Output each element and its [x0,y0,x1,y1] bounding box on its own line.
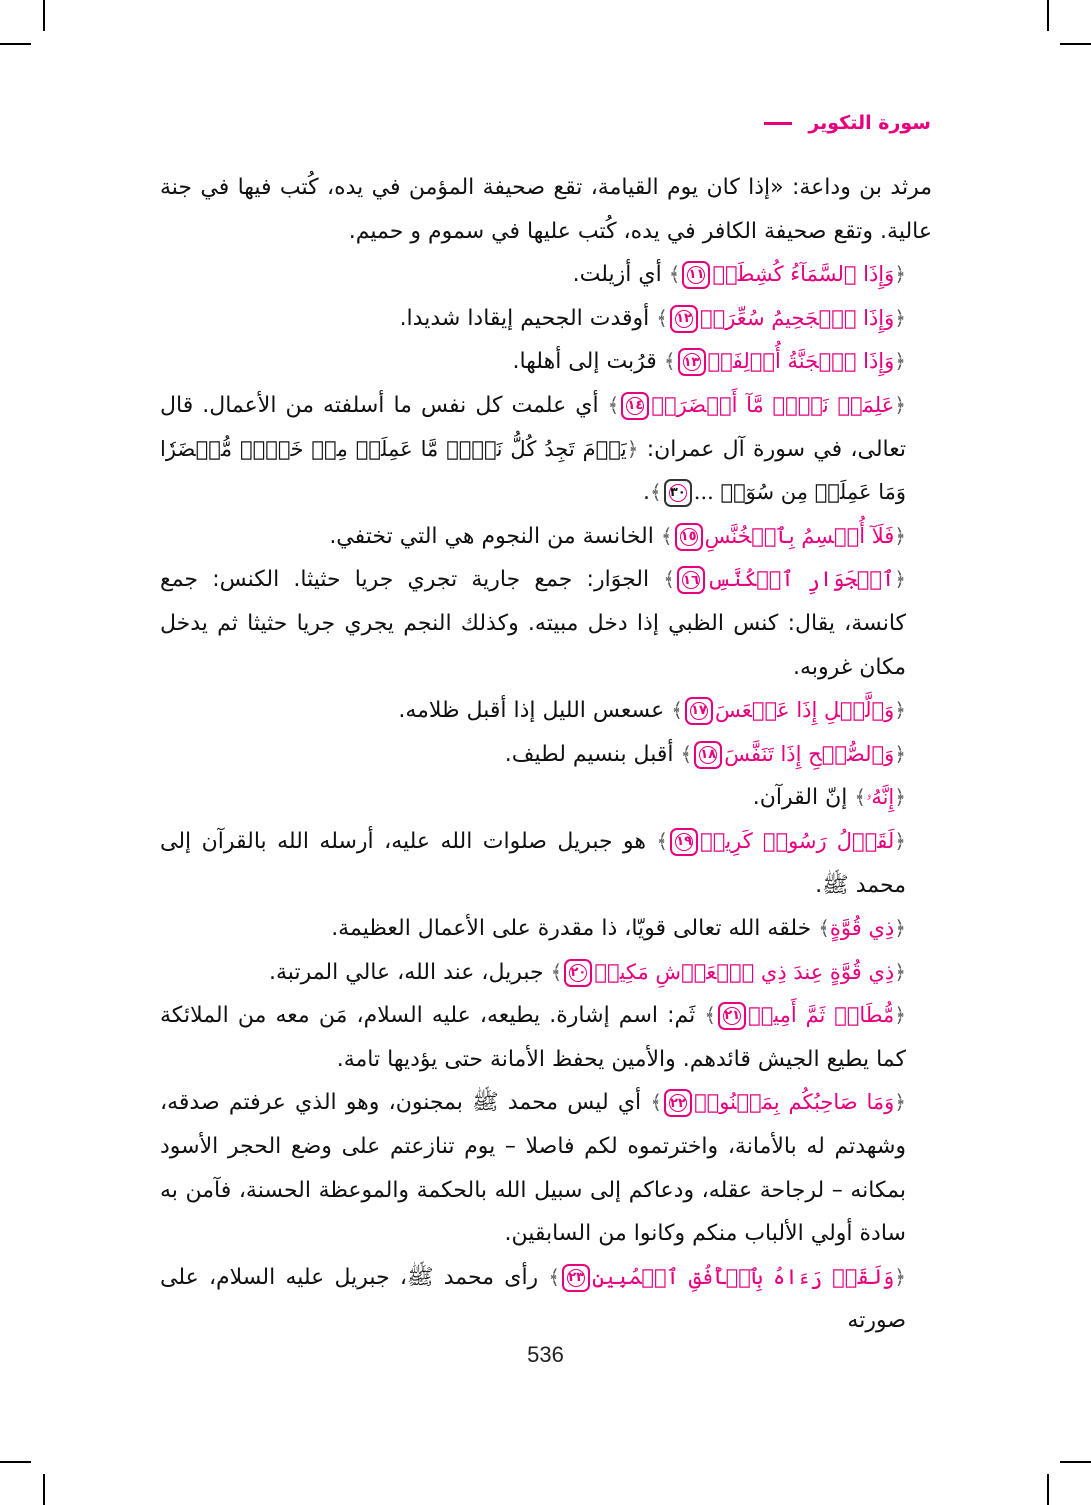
surah-title: سورة التكوير [808,112,931,134]
ayah-number-marker: ١٤ [621,392,649,420]
quoted-verse: يَوۡمَ تَجِدُ كُلُّ نَفۡسٖ مَّا عَمِلَتۡ مِنۡ خَيۡرٖ مُّحۡضَرٗا وَمَا عَمِلَتۡ مِن سُوٓءٖ ... [160,436,906,505]
close-bracket-icon: ﴾ [650,480,662,505]
crop-mark [1047,0,1049,31]
quran-verse: وَإِذَا ٱلسَّمَآءُ كُشِطَتۡ [712,262,895,287]
crop-mark [43,0,45,31]
close-bracket-icon: ﴾ [680,741,693,766]
ayah-number-marker: ٢١ [718,1002,746,1030]
quran-verse: وَإِذَا ٱلۡجَنَّةُ أُزۡلِفَتۡ [707,349,895,374]
ayah-number-marker: ٢٣ [562,1264,590,1292]
ayah-number-marker: ١٨ [694,741,722,769]
open-bracket-icon: ﴿ [894,305,906,330]
commentary-text: أي أزيلت. [572,262,662,288]
commentary-text: جبريل، عند الله، عالي المرتبة. [269,959,544,985]
verse-entry: ﴿عَلِمَتۡ نَفۡسٞ مَّآ أَحۡضَرَتۡ١٤﴾ أي علمت كل نفس ما أسلفته من الأعمال. قال تعالى، في سورة آل عمران: ﴿يَوۡمَ تَجِدُ كُلُّ نَفۡسٖ مَّا عَمِلَتۡ مِنۡ خَيۡرٖ مُّحۡضَرٗا وَمَا عَمِلَتۡ مِن سُوٓءٖ ...٣٠﴾. [160,392,907,506]
commentary-text: ثَم: اسم إشارة. يطيعه، عليه السلام، مَن معه من الملائكة كما يطيع الجيش قائدهم. والأمين يحفظ الأمانة حتى يؤديها تامة. [160,1003,906,1072]
crop-mark [0,1461,31,1463]
crop-mark [1047,1474,1049,1505]
ayah-number-marker: ٣٠ [664,479,692,507]
ayah-number-marker: ٢٠ [564,959,592,987]
verse-entry [160,820,932,907]
close-bracket-icon: ﴾ [607,392,620,417]
verse-entry [160,776,932,820]
commentary-text: الجوَار: جمع جارية تجري جريا حثيثا. الكنس: جمع كانسة، يقال: كنس الظبي إذا دخل مبيته. وكذلك النجم يجري جريا حثيثا ثم يدخل مكان غروبه. [160,567,906,680]
quran-verse: فَلَآ أُقۡسِمُ بِٱلۡخُنَّسِ [704,523,895,548]
verse-entry [160,951,932,995]
verse-entry [160,253,932,297]
open-bracket-icon: ﴿ [894,916,906,941]
verse-entry [160,558,932,689]
verse-entry [160,297,932,341]
page-number: 536 [527,1342,564,1367]
open-bracket-icon: ﴿ [894,828,906,853]
open-bracket-icon: ﴿ [626,436,639,461]
close-bracket-icon: ﴾ [548,1264,561,1289]
commentary-text: أي علمت كل نفس ما أسلفته من الأعمال. قال تعالى، في سورة آل عمران: [160,392,906,462]
crop-mark [1060,1461,1091,1463]
verse-entry [160,907,932,951]
open-bracket-icon: ﴿ [894,1264,907,1289]
quran-verse: لَقَوۡلُ رَسُولٖ كَرِيمٖ [700,828,895,853]
open-bracket-icon: ﴿ [894,785,906,810]
quran-verse: وَمَا صَاحِبُكُم بِمَجۡنُونٖ [694,1090,895,1115]
ayah-number-marker: ١٩ [670,828,698,856]
ayah-number-marker: ١٧ [685,697,713,725]
open-bracket-icon: ﴿ [894,392,907,417]
close-bracket-icon: ﴾ [656,828,669,853]
commentary-text: عسعس الليل إذا أقبل ظلامه. [398,698,665,724]
quran-verse: ٱلۡجَوَارِ ٱلۡكُنَّسِ [706,567,895,592]
close-bracket-icon: ﴾ [668,262,681,287]
verse-entry [160,340,932,384]
quran-verse: ذِي قُوَّةٍ [829,916,895,941]
commentary-text: خلقه الله تعالى قويّا، ذا مقدرة على الأعمال العظيمة. [331,916,812,942]
verse-entry [160,733,932,777]
ayah-number-marker: ١٥ [675,523,703,551]
commentary-text: إنّ القرآن. [752,785,848,811]
commentary-text: أي ليس محمد ﷺ بمجنون، وهو الذي عرفتم صدقه، وشهدتم له بالأمانة، واخترتموه لكم فاصلا – يوم تنازعتم على وضع الحجر الأسود بمكانه – لرجاحة عقله، ودعاكم إلى سبيل الله بالحكمة والموعظة الحسنة، فآمن به سادة أولي الألباب منكم وكانوا من السابقين. [160,1090,906,1247]
commentary-body [160,166,932,1343]
commentary-text: مرثد بن وداعة: «إذا كان يوم القيامة، تقع صحيفة المؤمن في يده، كُتب فيها في جنة عالية. وتقع صحيفة الكافر في يده، كُتب عليها في سموم و حميم. [160,175,932,244]
open-bracket-icon: ﴿ [894,1090,906,1115]
running-header [764,112,931,134]
commentary-text: هو جبريل صلوات الله عليه، أرسله الله بالقرآن إلى محمد ﷺ. [160,828,906,898]
commentary-text: أوقدت الجحيم إيقادا شديدا. [399,305,650,331]
ayah-number-marker: ١٦ [677,566,705,594]
commentary-text: أقبل بنسيم لطيف. [504,741,674,767]
paragraph [160,166,932,253]
quran-verse: وَٱلصُّبۡحِ إِذَا تَنَفَّسَ [724,741,895,766]
crop-mark [1060,43,1091,45]
ayah-number-marker: ١١ [682,261,710,289]
verse-entry [160,515,932,559]
close-bracket-icon: ﴾ [818,916,830,941]
close-bracket-icon: ﴾ [650,1090,663,1115]
open-bracket-icon: ﴿ [894,523,906,548]
quran-verse: وَإِذَا ٱلۡجَحِيمُ سُعِّرَتۡ [700,305,895,330]
open-bracket-icon: ﴿ [894,262,906,287]
open-bracket-icon: ﴿ [894,567,907,592]
quran-verse: وَلَقَدۡ رَءَاهُ بِٱلۡأُفُقِ ٱلۡمُبِينِ [592,1264,895,1289]
close-bracket-icon: ﴾ [671,698,684,723]
close-bracket-icon: ﴾ [663,349,676,374]
open-bracket-icon: ﴿ [894,741,906,766]
close-bracket-icon: ﴾ [704,1003,717,1028]
close-bracket-icon: ﴾ [656,305,669,330]
ayah-number-marker: ١٣ [678,348,706,376]
verse-entry [160,1256,932,1343]
quran-verse: عَلِمَتۡ نَفۡسٞ مَّآ أَحۡضَرَتۡ [651,392,895,417]
open-bracket-icon: ﴿ [894,959,906,984]
quran-verse: وَٱلَّيۡلِ إِذَا عَسۡعَسَ [715,698,895,723]
verse-entry [160,994,932,1081]
commentary-text: رأى محمد ﷺ، جبريل عليه السلام، على صورته [160,1264,906,1334]
open-bracket-icon: ﴿ [894,1003,906,1028]
verse-entry [160,1081,932,1255]
commentary-text: قرُبت إلى أهلها. [512,349,657,375]
ayah-number-marker: ١٢ [670,305,698,333]
open-bracket-icon: ﴿ [894,349,906,374]
commentary-text: الخانسة من النجوم هي التي تختفي. [329,523,654,549]
open-bracket-icon: ﴿ [894,698,906,723]
quran-verse: مُّطَاعٖ ثَمَّ أَمِينٖ [748,1003,895,1028]
crop-mark [0,43,31,45]
crop-mark [43,1474,45,1505]
close-bracket-icon: ﴾ [663,567,675,592]
quran-verse: ذِي قُوَّةٍ عِندَ ذِي ٱلۡعَرۡشِ مَكِينٖ [594,959,895,984]
quran-verse: إِنَّهُۥ [866,785,895,810]
verse-entry [160,689,932,733]
close-bracket-icon: ﴾ [854,785,867,810]
ayah-number-marker: ٢٢ [664,1089,692,1117]
close-bracket-icon: ﴾ [660,523,673,548]
header-rule [764,122,792,125]
close-bracket-icon: ﴾ [550,959,563,984]
